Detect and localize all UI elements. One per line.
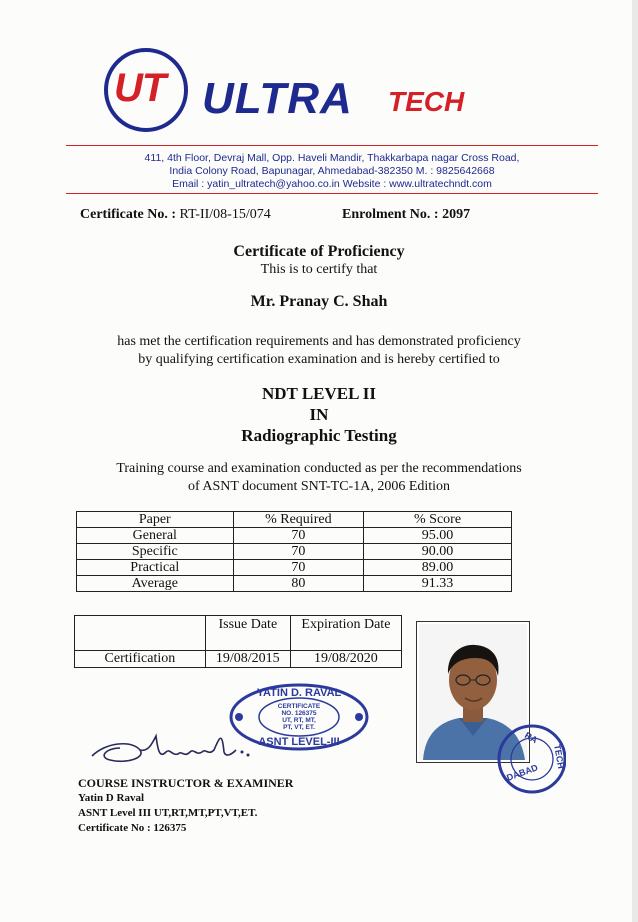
stamp-line-4: PT, VT, ET.	[283, 724, 315, 731]
ndt-level: NDT LEVEL II	[261, 384, 376, 403]
seal-top-text: RA	[523, 730, 540, 746]
address-line-2: India Colony Road, Bapunagar, Ahmedabad-382350 M. : 9825642668	[169, 165, 495, 177]
ultratech-logo	[104, 48, 482, 140]
instructor-qualification: ASNT Level III UT,RT,MT,PT,VT,ET.	[78, 807, 258, 819]
instructor-certificate-number: Certificate No : 126375	[78, 822, 187, 834]
paper-cell: Practical	[77, 560, 234, 576]
paper-cell: Average	[77, 576, 234, 592]
expiration-date-value: 19/08/2020	[290, 651, 401, 668]
training-line-2: of ASNT document SNT-TC-1A, 2006 Edition	[187, 479, 451, 494]
table-row	[77, 528, 512, 544]
stamp-name: YATIN D. RAVAL	[256, 687, 342, 699]
required-cell: 70	[233, 544, 364, 560]
header-paper: Paper	[77, 512, 234, 528]
table-row	[77, 544, 512, 560]
score-cell: 95.00	[364, 528, 512, 544]
required-cell: 70	[233, 528, 364, 544]
statement-line-1: has met the certification requirements and has demonstrated proficiency	[117, 334, 521, 349]
header-score: % Score	[364, 512, 512, 528]
header-rule-bottom	[66, 193, 598, 194]
seal-bottom-text: DABAD	[505, 762, 540, 783]
expiration-date-header: Expiration Date	[290, 616, 401, 651]
table-row	[77, 576, 512, 592]
instructor-name: Yatin D Raval	[78, 792, 145, 804]
required-cell: 70	[233, 560, 364, 576]
dates-empty-cell	[75, 616, 206, 651]
paper-cell: Specific	[77, 544, 234, 560]
logo-ultra-text: ULTRA	[202, 74, 353, 123]
header-rule-top	[66, 145, 598, 146]
issue-date-value: 19/08/2015	[205, 651, 290, 668]
logo-ut-text: UT	[114, 66, 166, 110]
stamp-line-3: UT, RT, MT,	[282, 717, 316, 724]
header-required: % Required	[233, 512, 364, 528]
in-text: IN	[309, 405, 329, 424]
score-cell: 89.00	[364, 560, 512, 576]
paper-cell: General	[77, 528, 234, 544]
certify-intro: This is to certify that	[260, 262, 378, 277]
recipient-name: Mr. Pranay C. Shah	[250, 293, 388, 310]
enrolment-number-label: Enrolment No. :	[342, 207, 439, 222]
issue-date-header: Issue Date	[205, 616, 290, 651]
instructor-title: COURSE INSTRUCTOR & EXAMINER	[78, 776, 294, 790]
dates-header-row	[75, 616, 402, 651]
stamp-level: ASNT LEVEL-III	[258, 736, 340, 748]
stamp-line-2: NO. 126375	[281, 710, 317, 717]
required-cell: 80	[233, 576, 364, 592]
seal-right-text: TECH	[552, 743, 566, 770]
training-line-1: Training course and examination conducted as per the recommendations	[116, 461, 522, 476]
statement-line-2: by qualifying certification examination and is hereby certified to	[138, 352, 500, 367]
certificate-number	[80, 207, 271, 223]
company-address	[66, 152, 598, 191]
table-row	[77, 560, 512, 576]
stamp-line-1: CERTIFICATE	[277, 703, 321, 710]
score-cell: 90.00	[364, 544, 512, 560]
certificate-number-label: Certificate No. :	[80, 207, 177, 222]
address-line-3: Email : yatin_ultratech@yahoo.co.in Website : www.ultratechndt.com	[172, 178, 492, 190]
score-cell: 91.33	[364, 576, 512, 592]
certificate-title: Certificate of Proficiency	[233, 243, 405, 260]
scores-table	[76, 511, 512, 592]
enrolment-number-value: 2097	[442, 207, 471, 222]
enrolment-number	[342, 207, 470, 223]
logo-tech-text: TECH	[388, 86, 465, 117]
table-row	[75, 651, 402, 668]
testing-method: Radiographic Testing	[241, 426, 397, 445]
address-line-1: 411, 4th Floor, Devraj Mall, Opp. Haveli Mandir, Thakkarbapa nagar Cross Road,	[144, 152, 520, 164]
examiner-signature	[86, 722, 276, 772]
company-seal	[494, 717, 566, 801]
certificate-number-value: RT-II/08-15/074	[179, 207, 271, 222]
dates-table	[74, 615, 402, 668]
certification-label: Certification	[75, 651, 206, 668]
scores-header-row	[77, 512, 512, 528]
